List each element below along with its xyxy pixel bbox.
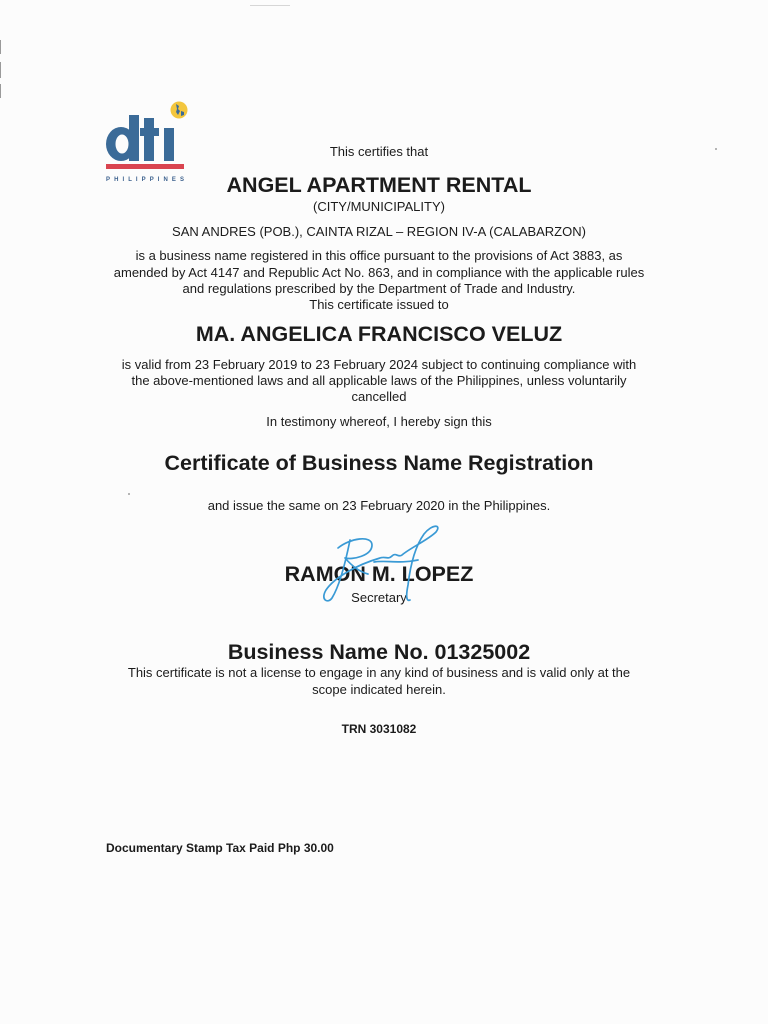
logo-red-bar xyxy=(106,164,184,169)
business-name: ANGEL APARTMENT RENTAL xyxy=(226,173,532,197)
intro-text: This certifies that xyxy=(329,144,429,159)
signatory-position: Secretary xyxy=(351,590,407,605)
owner-name: MA. ANGELICA FRANCISCO VELUZ xyxy=(195,322,563,346)
business-name-number: Business Name No. 01325002 xyxy=(227,640,531,664)
validity-line: cancelled xyxy=(351,389,407,404)
disclaimer-line: scope indicated herein. xyxy=(312,682,446,697)
trn-number: TRN 3031082 xyxy=(341,722,417,736)
issue-statement: and issue the same on 23 February 2020 in the Philippines. xyxy=(207,498,551,513)
validity-line: the above-mentioned laws and all applicable laws of the Philippines, unless voluntarily xyxy=(131,373,627,388)
issued-to-text: This certificate issued to xyxy=(309,297,449,312)
scan-artifact xyxy=(0,84,1,98)
philippines-emblem-icon xyxy=(171,102,188,119)
registration-line: is a business name registered in this office pursuant to the provisions of Act 3883, as xyxy=(135,248,623,263)
signatory-name: RAMON M. LOPEZ xyxy=(284,562,474,586)
certificate-title: Certificate of Business Name Registration xyxy=(164,451,594,475)
business-address: SAN ANDRES (POB.), CAINTA RIZAL – REGION IV-A (CALABARZON) xyxy=(172,224,586,239)
disclaimer-line: This certificate is not a license to engage in any kind of business and is valid only at the xyxy=(127,665,631,680)
stamp-tax-note: Documentary Stamp Tax Paid Php 30.00 xyxy=(106,841,334,855)
scan-artifact xyxy=(250,5,290,6)
scan-artifact xyxy=(0,40,1,54)
registration-line: amended by Act 4147 and Republic Act No. 863, and in compliance with the applicable rules xyxy=(113,265,645,280)
testimony-text: In testimony whereof, I hereby sign this xyxy=(266,414,492,429)
validity-line: is valid from 23 February 2019 to 23 February 2024 subject to continuing compliance with xyxy=(121,357,637,372)
registration-line: and regulations prescribed by the Department of Trade and Industry. xyxy=(182,281,576,296)
scan-artifact xyxy=(0,62,1,78)
logo-subtext: PHILIPPINES xyxy=(106,177,184,183)
scan-artifact xyxy=(128,493,130,495)
location-type: (CITY/MUNICIPALITY) xyxy=(313,199,445,214)
